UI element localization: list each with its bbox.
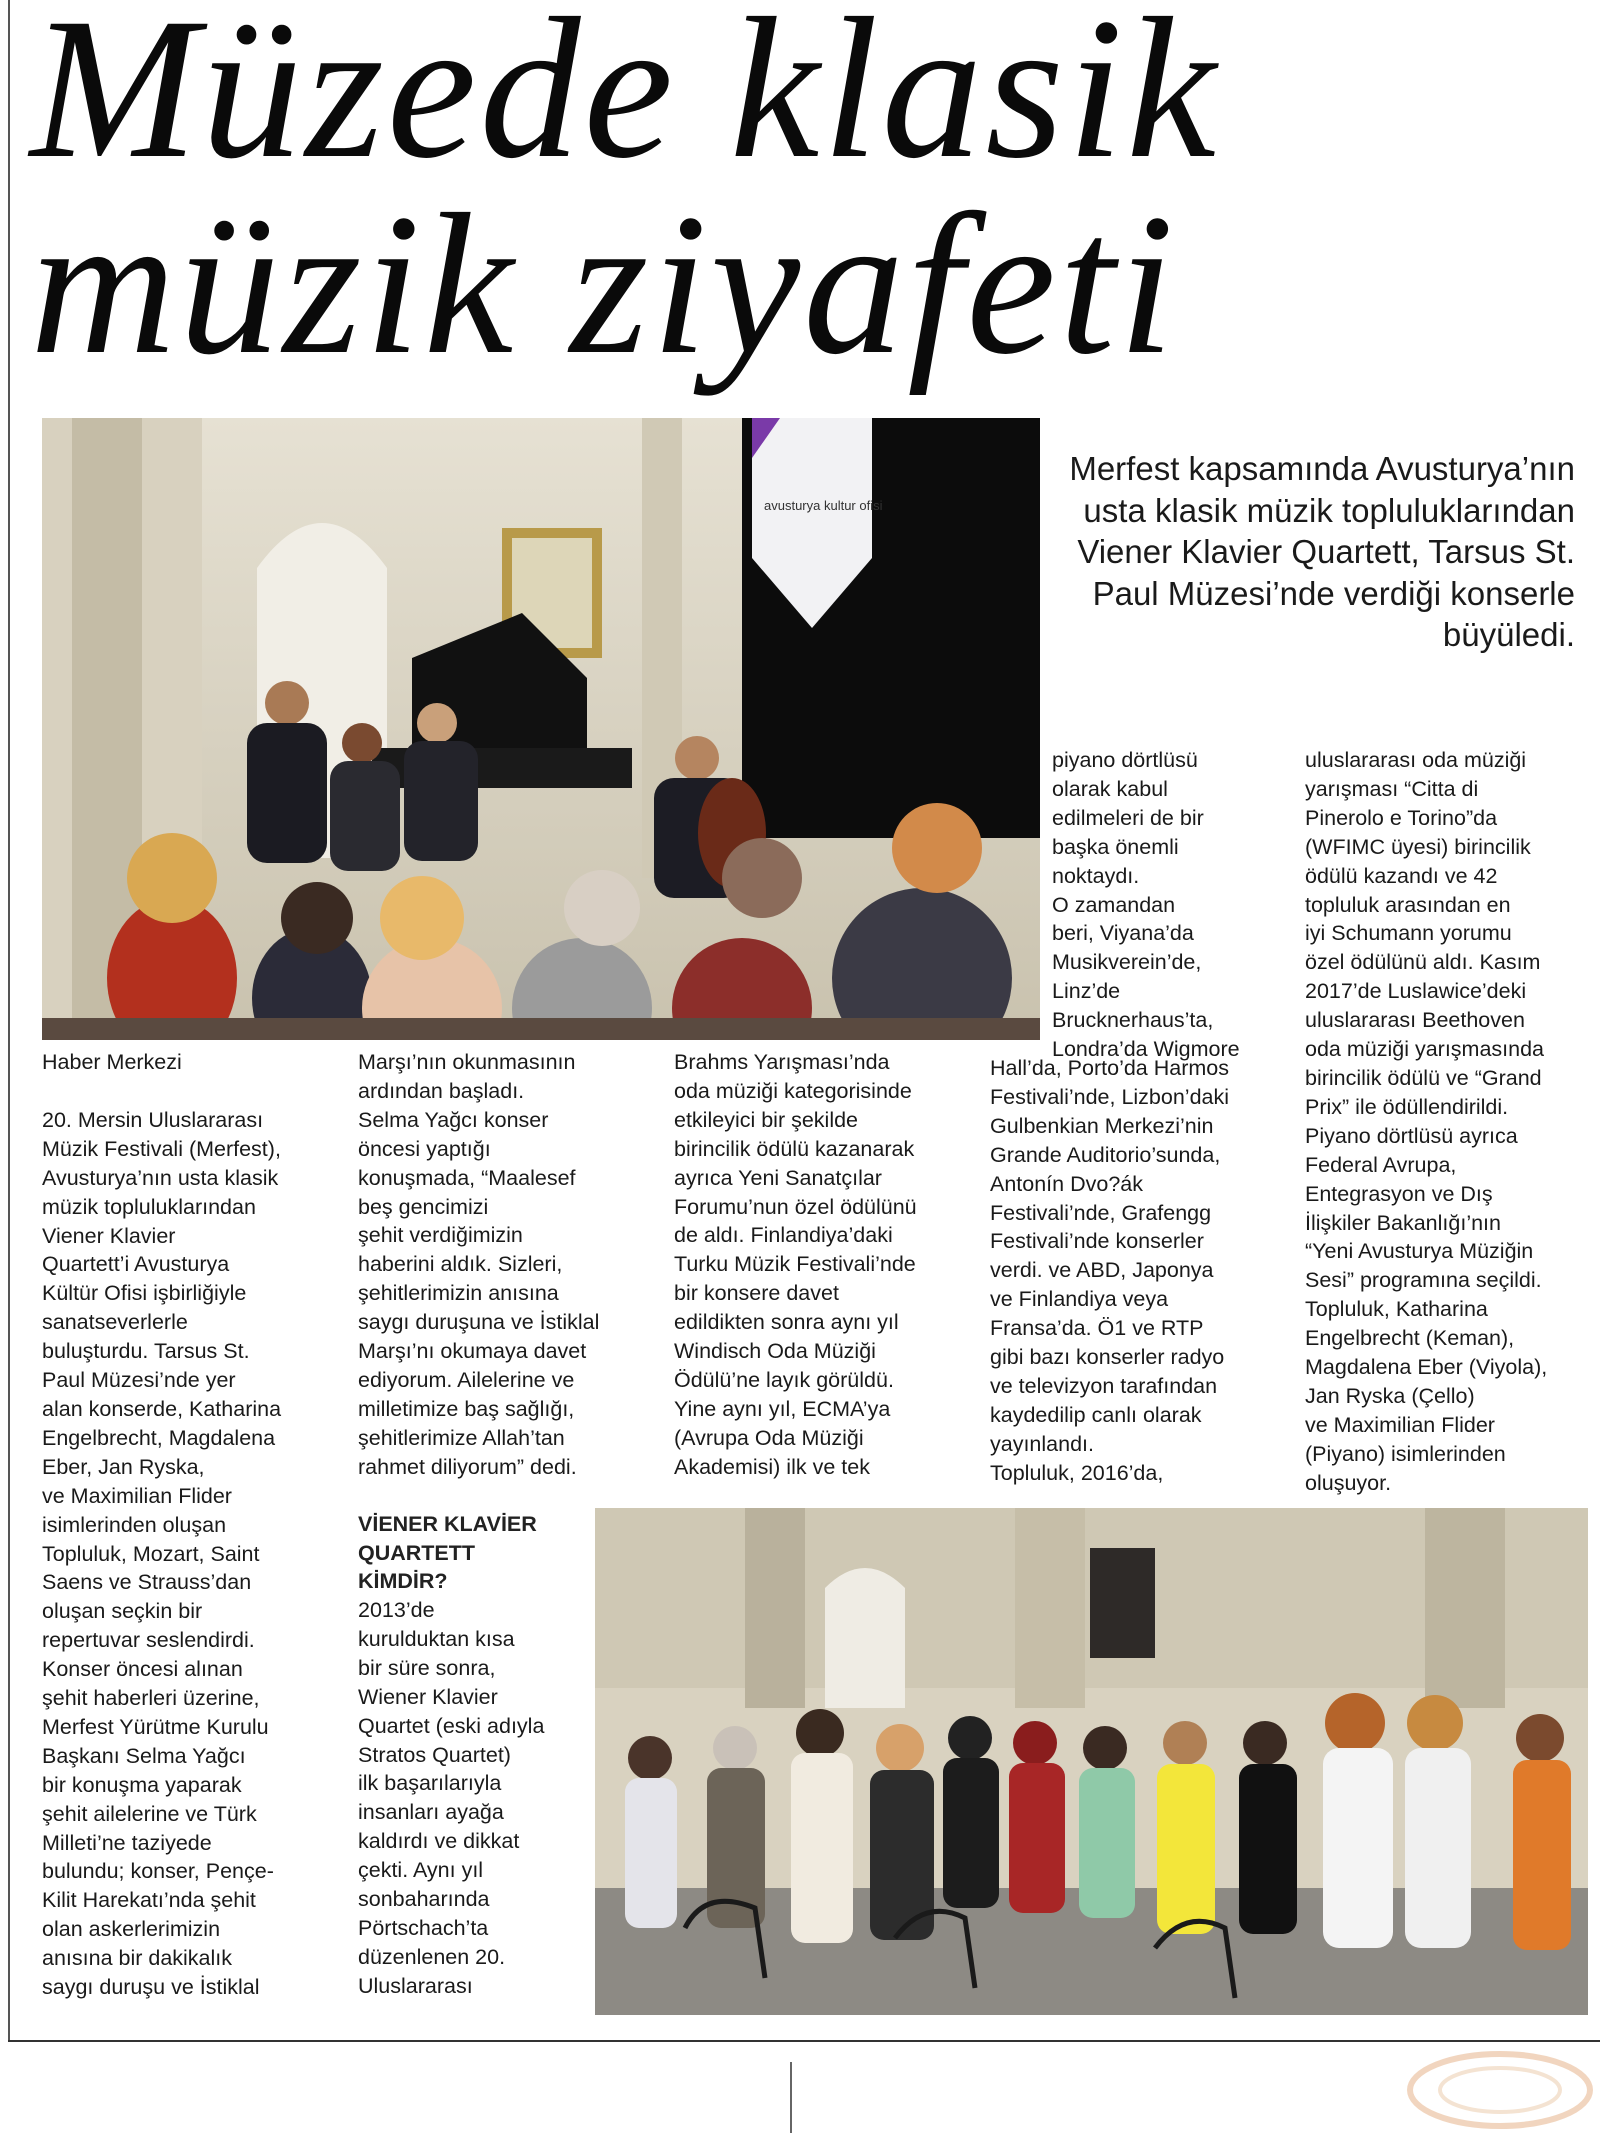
- article-column-2b: 2013’de kurulduktan kısa bir süre sonra, Wiener Klavier Quartet (eski adıyla Stratos Quartet) ilk başarılarıyla insanları ayağa kaldırdı ve dikkat çekti. Aynı yıl sonbaharında Pörtschach’ta düzenlenen 20. Uluslararası: [358, 1598, 545, 1998]
- article-column-4-top: piyano dörtlüsü olarak kabul edilmeleri de bir başka önemli noktaydı. O zamandan beri, Viyana’da Musikverein’de, Linz’de Brucknerhaus’ta, Londra’da Wigmore: [1052, 748, 1240, 1062]
- headline-line-1: Müzede klasik: [30, 0, 1219, 200]
- deck-summary: Merfest kapsamında Avusturya’nın usta klasik müzik topluluklarından Viener Klavier Quartett, Tarsus St. Paul Müzesi’nde verdiği konserle büyüledi.: [1069, 450, 1575, 653]
- banner-text: avusturya kultur ofisi: [764, 498, 883, 513]
- column-1-text: 20. Mersin Uluslararası Müzik Festivali (Merfest), Avusturya’nın usta klasik müzik topluluklarından Viener Klavier Quartett’i Avusturya Kültür Ofisi işbirliğiyle sanatseverlerle buluşturdu. Tarsus St. Paul Müzesi’nde yer alan konserde, Katharina Engelbrecht, Magdalena Eber, Jan Ryska, ve Maximilian Flider isimlerinden oluşan Topluluk, Mozart, Saint Saens ve Strauss’dan oluşan seçkin bir repertuvar seslendirdi. Konser öncesi alınan şehit haberleri üzerine, Merfest Yürütme Kurulu Başkanı Selma Yağcı bir konuşma yaparak şehit ailelerine ve Türk Milleti’ne taziyede bulundu; konser, Pençe- Kilit Harekatı’nda şehit olan askerlerimizin anısına bir dakikalık saygı duruşu ve İstiklal: [42, 1107, 282, 2000]
- audience-photo: [595, 1508, 1588, 2015]
- byline: Haber Merkezi: [42, 1050, 182, 1074]
- headline: [30, 0, 1595, 396]
- article-column-3: Brahms Yarışması’nda oda müziği kategorisinde etkileyici bir şekilde birincilik ödülü kazanarak ayrıca Yeni Sanatçılar Forumu’nun özel ödülünü de aldı. Finlandiya’daki Turku Müzik Festivali’nde bir konsere davet edildikten sonra aynı yıl Windisch Oda Müziği Ödülü’ne layık görüldü. Yine aynı yıl, ECMA’ya (Avrupa Oda Müziği Akademisi) ilk ve tek: [674, 1050, 917, 1479]
- article-column-5: uluslararası oda müziği yarışması “Citta di Pinerolo e Torino”da (WFIMC üyesi) birincilik ödülü kazandı ve 42 topluluk arasından en iyi Schumann yorumu özel ödülünü aldı. Kasım 2017’de Luslawice’deki uluslararası Beethoven oda müziği yarışmasında birincilik ödülü ve “Grand Prix” ile ödüllendirildi. Piyano dörtlüsü ayrıca Federal Avrupa, Entegrasyon ve Dış İlişkiler Bakanlığı’nın “Yeni Avusturya Müziğin Sesi” programına seçildi. Topluluk, Katharina Engelbrecht (Keman), Magdalena Eber (Viyola), Jan Ryska (Çello) ve Maximilian Flider (Piyano) isimlerinden oluşuyor.: [1305, 748, 1548, 1495]
- article-column-1: [42, 1048, 342, 2002]
- article-column-2: Marşı’nın okunmasının ardından başladı. Selma Yağcı konser öncesi yaptığı konuşmada, “Maalesef beş gencimizi şehit verdiğimizin haberini aldık. Sizleri, şehitlerimizin anısına saygı duruşuna ve İstiklal Marşı’nı okumaya davet ediyorum. Ailelerine ve milletimize baş sağlığı, şehitlerimize Allah’tan rahmet diliyorum” dedi.: [358, 1050, 600, 1479]
- headline-line-2: müzik ziyafeti: [30, 172, 1178, 396]
- page-border-left: [8, 0, 10, 2040]
- footer-divider: [790, 2062, 792, 2133]
- section-subheading: VİENER KLAVİER QUARTETT KİMDİR?: [358, 1512, 537, 1593]
- watermark-logo: [1330, 2040, 1600, 2133]
- article-column-4-bottom: Hall’da, Porto’da Harmos Festivali’nde, Lizbon’daki Gulbenkian Merkezi’nin Grande Auditorio’sunda, Antonín Dvo?ák Festivali’nde, Grafengg Festivali’nde konserler verdi. ve ABD, Japonya ve Finlandiya veya Fransa’da. Ö1 ve RTP gibi bazı konserler radyo ve televizyon tarafından kaydedilip canlı olarak yayınlandı. Topluluk, 2016’da,: [990, 1056, 1230, 1485]
- concert-photo: [42, 418, 1040, 1040]
